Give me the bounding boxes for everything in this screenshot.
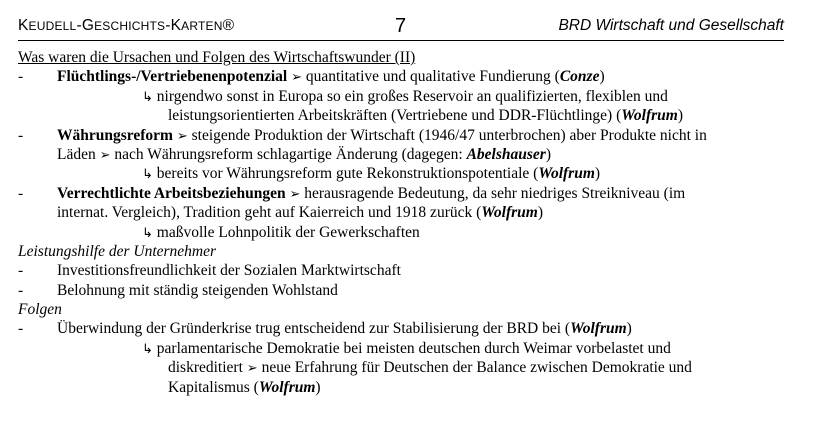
list-item [18, 126, 794, 145]
author-citation: Wolfrum [570, 320, 627, 338]
sub-item [18, 164, 794, 183]
list-item [18, 67, 794, 86]
section-heading-line [18, 48, 794, 67]
list-item-text [57, 203, 543, 222]
list-item-text [57, 67, 605, 86]
list-item-text [57, 145, 551, 164]
arrow-icon: ➢ [176, 127, 188, 143]
subsection-heading-line [18, 242, 794, 261]
arrow-icon: ➢ [99, 146, 111, 162]
item-term: Währungsreform [57, 126, 173, 144]
list-item [18, 281, 794, 300]
subsection-heading: Leistungshilfe der Unternehmer [18, 242, 217, 260]
sub-item-text [168, 106, 683, 125]
item-term: Flüchtlings-/Vertriebenenpotenzial [57, 68, 288, 86]
subsection-heading: Folgen [18, 301, 62, 319]
list-item-text: Belohnung mit ständig steigenden Wohlstand [57, 281, 338, 299]
header-smallcaps: EUDELL [28, 19, 77, 33]
header-dash: - [76, 17, 82, 34]
item-text: nach Währungsreform schlagartige Änderung (dagegen: [110, 145, 467, 163]
list-item-continuation [18, 203, 794, 222]
hook-arrow-icon: ↳ [142, 167, 153, 183]
sub-item-continuation [18, 106, 794, 125]
item-term: Verrechtlichte Arbeitsbeziehungen [57, 184, 286, 202]
sub-text: neue Erfahrung für Deutschen der Balance zwischen Demokratie und [257, 359, 692, 377]
arrow-icon: ➢ [291, 69, 302, 85]
sub-text: parlamentarische Demokratie bei meisten deutschen durch Weimar vorbelastet und [152, 339, 671, 357]
list-item-text [57, 319, 632, 338]
sub-text: maßvolle Lohnpolitik der Gewerkschaften [152, 223, 420, 241]
sub-text: diskreditiert [168, 359, 247, 377]
header-topic-title: BRD Wirtschaft und Gesellschaft [558, 17, 784, 34]
paren-close: ) [677, 107, 683, 125]
sub-item [18, 87, 794, 106]
list-item-text [57, 184, 685, 203]
sub-item-text [142, 87, 668, 107]
arrow-icon: ➢ [289, 185, 301, 201]
sub-text: Kapitalismus ( [168, 378, 259, 396]
paren-close: ) [594, 165, 601, 183]
sub-item-text [142, 164, 600, 184]
paren-close: ) [626, 320, 632, 338]
hook-arrow-icon: ↳ [142, 225, 153, 241]
subsection-heading-line [18, 300, 794, 319]
hook-arrow-icon: ↳ [142, 89, 153, 105]
bullet-dash: - [18, 68, 24, 86]
item-text: herausragende Bedeutung, da sehr niedriges Streikniveau (im [300, 184, 686, 202]
sub-item-continuation [18, 358, 794, 377]
bullet-dash: - [18, 281, 24, 299]
sub-item-text [142, 339, 671, 359]
author-citation: Wolfrum [258, 378, 316, 396]
sub-item-text [168, 378, 321, 397]
sub-item-text [168, 358, 692, 377]
author-citation: Abelshauser [466, 145, 546, 163]
hook-arrow-icon: ↳ [142, 341, 153, 357]
header-letter: K [170, 17, 182, 34]
bullet-dash: - [18, 126, 24, 144]
author-citation: Wolfrum [481, 204, 538, 222]
sub-item-text [142, 223, 420, 243]
bullet-dash: - [18, 262, 24, 280]
list-item-text [57, 126, 707, 145]
sub-text: leistungsorientierten Arbeitskräften (Vertriebene und DDR-Flüchtlinge) ( [168, 107, 622, 125]
item-text: internat. Vergleich), Tradition geht auf Kaierreich und 1918 zurück ( [57, 204, 482, 222]
sub-item-continuation [18, 378, 794, 397]
list-item [18, 261, 794, 280]
page-number: 7 [395, 15, 407, 37]
sub-text: nirgendwo sonst in Europa so ein großes Reservoir an qualifizierten, flexiblen und [152, 87, 668, 105]
bullet-dash: - [18, 320, 24, 338]
item-text: Läden [57, 145, 100, 163]
header-smallcaps: ARTEN [181, 19, 223, 33]
paren-close: ) [599, 68, 605, 86]
author-citation: Wolfrum [538, 165, 595, 183]
page-header [18, 14, 784, 41]
item-text: quantitative und qualitative Fundierung ( [301, 68, 560, 86]
document-body [18, 48, 794, 397]
bullet-dash: - [18, 184, 24, 202]
list-item [18, 319, 794, 338]
header-dash: - [165, 17, 171, 34]
section-heading: Was waren die Ursachen und Folgen des Wirtschaftswunder (II) [18, 49, 416, 66]
paren-close: ) [315, 378, 321, 396]
list-item-text: Investitionsfreundlichkeit der Sozialen Marktwirtschaft [57, 262, 401, 280]
item-text: Überwindung der Gründerkrise trug entscheidend zur Stabilisierung der BRD bei ( [57, 320, 571, 338]
item-text: steigende Produktion der Wirtschaft (1946/47 unterbrochen) aber Produkte nicht in [187, 126, 707, 144]
arrow-icon: ➢ [246, 360, 258, 376]
header-letter: G [81, 17, 95, 34]
author-citation: Wolfrum [621, 107, 678, 125]
paren-close: ) [537, 204, 544, 222]
sub-item [18, 339, 794, 358]
header-series-title [18, 17, 234, 35]
registered-mark: ® [222, 17, 235, 34]
sub-text: bereits vor Währungsreform gute Rekonstruktionspotentiale ( [152, 165, 539, 183]
sub-item [18, 223, 794, 242]
header-letter: K [18, 17, 29, 34]
author-citation: Conze [559, 68, 600, 86]
paren-close: ) [545, 145, 552, 163]
header-smallcaps: ESCHICHTS [94, 19, 166, 33]
list-item-continuation [18, 145, 794, 164]
list-item [18, 184, 794, 203]
